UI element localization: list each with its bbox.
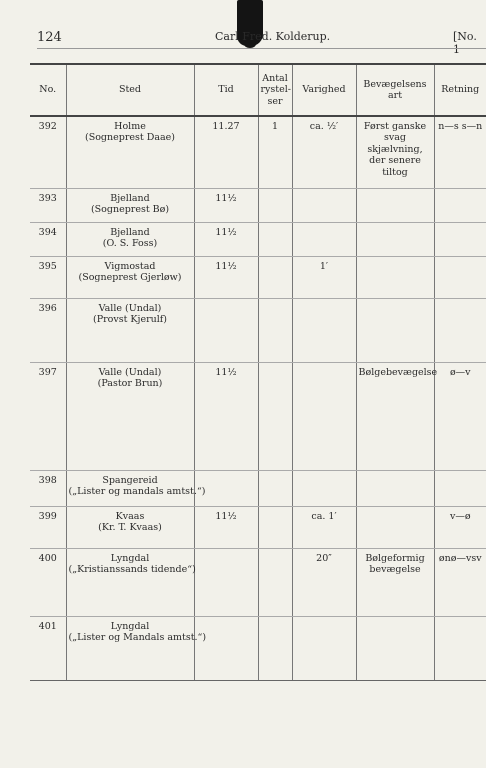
reporter-name: („Lister og Mandals amtst.“) xyxy=(68,631,207,643)
cell-no: 394 xyxy=(30,222,66,256)
table-row xyxy=(30,362,486,470)
reporter-name: („Kristianssands tidende“) xyxy=(68,563,196,575)
cell-art xyxy=(356,506,434,548)
cell-varighed xyxy=(292,470,356,506)
cell-art xyxy=(356,470,434,506)
header-rule xyxy=(37,48,486,49)
cell-antal xyxy=(258,222,292,256)
cell-art: Bølgeformig bevægelse xyxy=(356,548,434,616)
cell-sted xyxy=(66,222,194,256)
cell-no: 398 xyxy=(30,470,66,506)
reporter-name: („Lister og mandals amtst.“) xyxy=(68,485,206,497)
cell-antal xyxy=(258,256,292,298)
page-number: 124 xyxy=(37,30,62,45)
reporter-name: (Sogneprest Bø) xyxy=(90,203,170,215)
cell-art xyxy=(356,222,434,256)
cell-no: 400 xyxy=(30,548,66,616)
cell-art xyxy=(356,256,434,298)
cell-art xyxy=(356,188,434,222)
cell-varighed: ca. 1′ xyxy=(292,506,356,548)
cell-tid: 11½ xyxy=(194,256,258,298)
cell-tid: 11.27 xyxy=(194,116,258,188)
cell-retning xyxy=(434,256,486,298)
cell-antal xyxy=(258,188,292,222)
cell-tid xyxy=(194,548,258,616)
cell-sted xyxy=(66,616,207,680)
cell-tid xyxy=(194,298,258,362)
table-row xyxy=(30,470,486,506)
table-row xyxy=(30,548,486,616)
place-name: Lyngdal xyxy=(110,620,150,632)
table-row xyxy=(30,188,486,222)
table-row xyxy=(30,506,486,548)
cell-no: 399 xyxy=(30,506,66,548)
cell-tid: 11½ xyxy=(194,362,258,470)
place-name: Holme xyxy=(114,121,146,132)
cell-tid: 11½ xyxy=(194,222,258,256)
reporter-name: (Sogneprest Gjerløw) xyxy=(78,271,182,283)
reporter-name: (Sogneprest Daae) xyxy=(85,132,175,144)
place-name: Valle (Undal) xyxy=(98,302,162,314)
cell-retning xyxy=(434,188,486,222)
reporter-name: (Pastor Brun) xyxy=(97,377,163,389)
cell-retning xyxy=(434,470,486,506)
reporter-name: (Kr. T. Kvaas) xyxy=(98,521,162,533)
cell-varighed: 20″ xyxy=(292,548,356,616)
table-row xyxy=(30,222,486,256)
cell-antal xyxy=(258,298,292,362)
cell-tid xyxy=(194,616,258,680)
col-header-retning: Retning xyxy=(434,64,486,116)
cell-retning xyxy=(434,298,486,362)
table-row xyxy=(30,616,486,680)
table-row xyxy=(30,116,486,188)
cell-antal xyxy=(258,362,292,470)
running-title: Carl Fred. Kolderup. xyxy=(215,30,331,43)
earthquake-report-table xyxy=(30,63,486,681)
cell-varighed xyxy=(292,362,356,470)
cell-varighed: ca. ½′ xyxy=(292,116,356,188)
cell-retning: v—ø xyxy=(434,506,486,548)
place-name: Kvaas xyxy=(115,510,145,522)
table-header-row xyxy=(30,64,486,116)
cell-antal: 1 xyxy=(258,116,292,188)
continuation-marker: [No. 1 xyxy=(453,30,477,56)
cell-no: 401 xyxy=(30,616,66,680)
cell-sted xyxy=(66,188,194,222)
place-name: Vigmostad xyxy=(104,260,156,272)
cell-art: Først ganske svag skjælvning, der senere tiltog xyxy=(356,116,434,188)
cell-sted xyxy=(66,116,194,188)
cell-sted xyxy=(66,256,194,298)
cell-art xyxy=(356,616,434,680)
cell-antal xyxy=(258,548,292,616)
col-header-art: Bevægelsens art xyxy=(356,64,434,116)
reporter-name: (O. S. Foss) xyxy=(102,237,158,249)
cell-no: 393 xyxy=(30,188,66,222)
cell-no: 396 xyxy=(30,298,66,362)
cell-sted xyxy=(66,470,206,506)
cell-retning: n—s s—n xyxy=(434,116,486,188)
cell-varighed xyxy=(292,188,356,222)
place-name: Bjelland xyxy=(110,226,150,238)
cell-sted xyxy=(66,506,194,548)
cell-no: 392 xyxy=(30,116,66,188)
col-header-sted: Sted xyxy=(66,64,194,116)
cell-tid: 11½ xyxy=(194,506,258,548)
cell-art: Bølgebevægelse xyxy=(356,362,434,470)
place-name: Bjelland xyxy=(110,192,150,204)
cell-antal xyxy=(258,470,292,506)
cell-no: 397 xyxy=(30,362,66,470)
cell-sted xyxy=(66,548,194,616)
cell-art xyxy=(356,298,434,362)
cell-antal xyxy=(258,506,292,548)
col-header-no: No. xyxy=(30,64,66,116)
cell-sted xyxy=(66,362,194,470)
col-header-antal: Antal rystel-ser xyxy=(258,64,292,116)
table-row xyxy=(30,298,486,362)
place-name: Valle (Undal) xyxy=(98,366,162,378)
cell-antal xyxy=(258,616,292,680)
place-name: Lyngdal xyxy=(110,552,150,564)
cell-varighed xyxy=(292,298,356,362)
cell-tid: 11½ xyxy=(194,188,258,222)
cell-retning xyxy=(434,222,486,256)
cell-no: 395 xyxy=(30,256,66,298)
place-name: Spangereid xyxy=(102,474,158,486)
cell-retning: ø—v xyxy=(434,362,486,470)
col-header-varighed: Varighed xyxy=(292,64,356,116)
cell-retning: ønø—vsv xyxy=(434,548,486,616)
cell-varighed xyxy=(292,616,356,680)
col-header-tid: Tid xyxy=(194,64,258,116)
cell-retning xyxy=(434,616,486,680)
cell-varighed xyxy=(292,222,356,256)
reporter-name: (Provst Kjerulf) xyxy=(92,313,168,325)
cell-varighed: 1′ xyxy=(292,256,356,298)
table-row xyxy=(30,256,486,298)
table-body xyxy=(30,116,486,680)
cell-sted xyxy=(66,298,194,362)
